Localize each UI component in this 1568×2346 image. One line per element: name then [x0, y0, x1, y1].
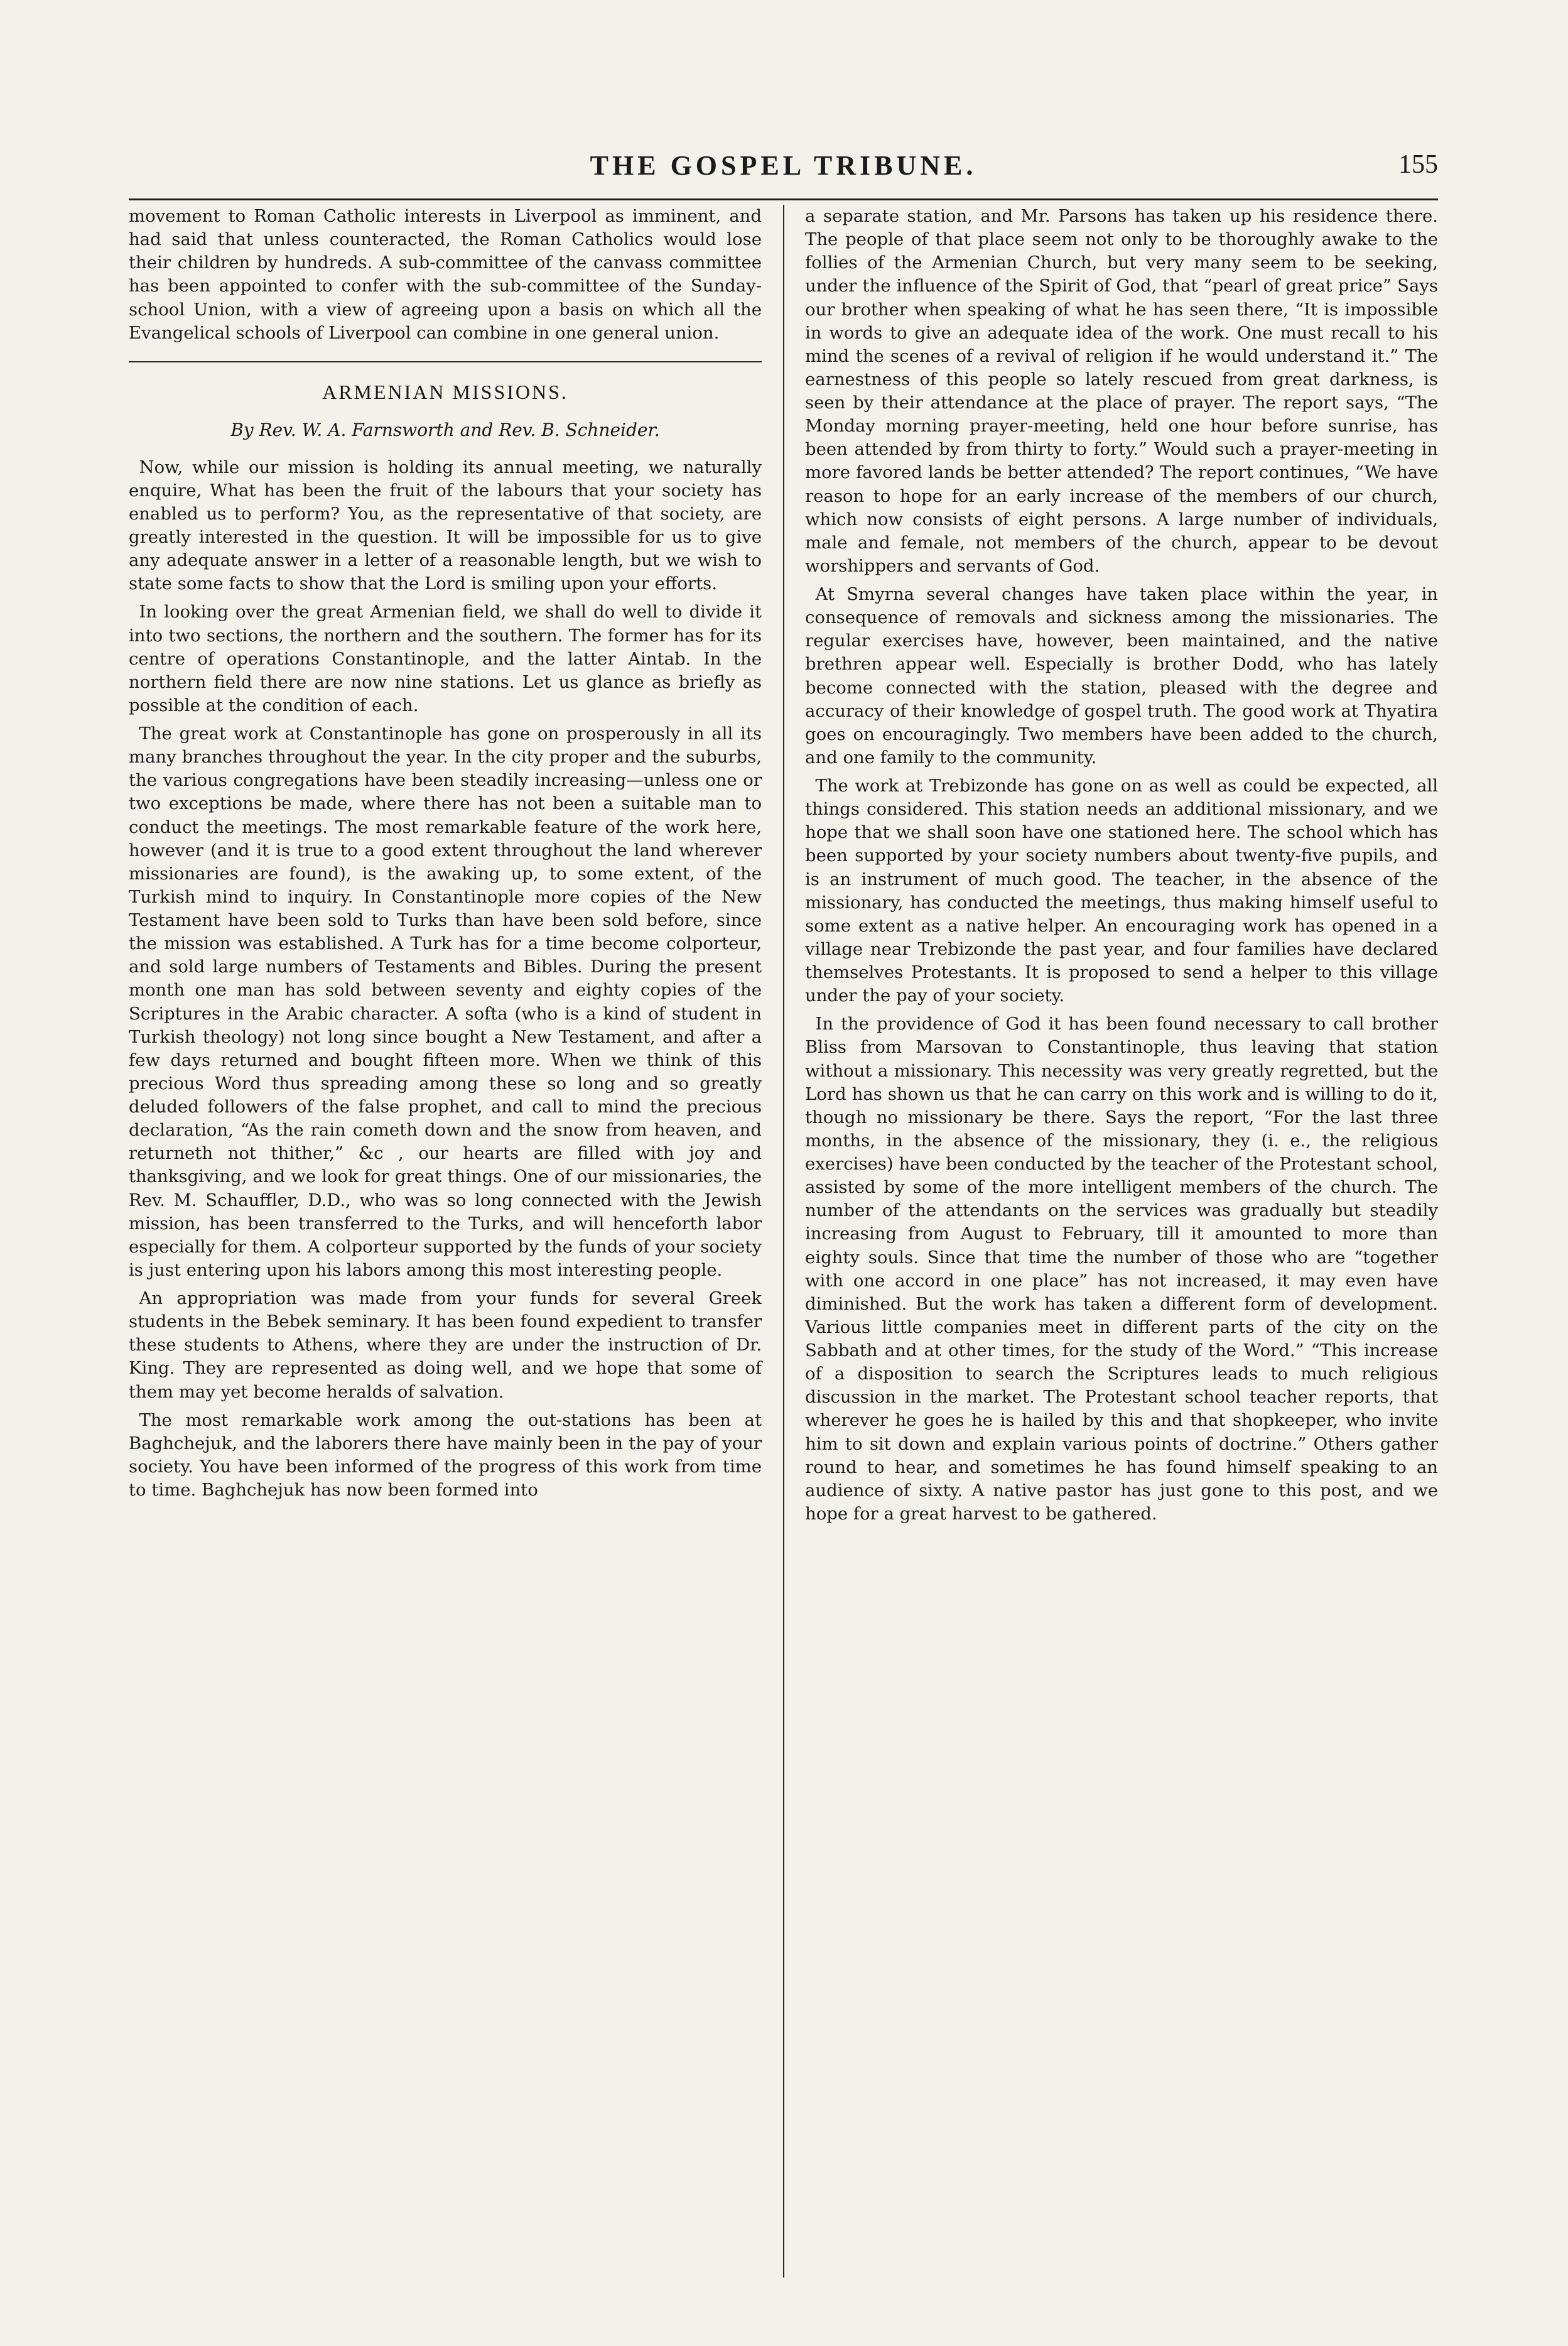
article-paragraph: In the providence of God it has been found necessary to call brother Bliss from Marsovan to Constantinople, thus leaving that station without a missionary. This necessity was very greatly regretted, but the Lord has shown us that he can carry on this work and is willing to do it, though no missionary be there. Says the report, “For the last three months, in the absence of the missionary, they (i. e., the religious exercises) have been conducted by the teacher of the Protestant school, assisted by some of the more intelligent members of the church. The number of the attendants on the services was gradually but steadily increasing from August to February, till it amounted to more than eighty souls. Since that time the number of those who are “together with one accord in one place” has not increased, it may even have diminished. But the work has taken a different form of development. Various little companies meet in different parts of the city on the Sabbath and at other times, for the study of the Word.” “This increase of a disposition to search the Scriptures leads to much religious discussion in the market. The Protestant school teacher reports, that wherever he goes he is hailed by this and that shopkeeper, who invite him to sit down and explain various points of doctrine.” Others gather round to hear, and sometimes he has found himself speaking to an audience of sixty. A native pastor has just gone to this post, and we hope for a great harvest to be gathered.: [805, 1014, 1438, 1524]
article-paragraph: An appropriation was made from your funds for several Greek students in the Bebek seminary. It has been found expedient to transfer these students to Athens, where they are under the instruction of Dr. King. They are represented as doing well, and we hope that some of them may yet become heralds of salvation.: [129, 1288, 762, 1402]
article-paragraph: The work at Trebizonde has gone on as well as could be expected, all things considered. This station needs an additional missionary, and we hope that we shall soon have one stationed here. The school which has been supported by your society numbers about twenty-five pupils, and is an instrument of much good. The teacher, in the absence of the missionary, has conducted the meetings, thus making himself useful to some extent as a native helper. An encouraging work has opened in a village near Trebizonde the past year, and four families have declared themselves Protestants. It is proposed to send a helper to this village under the pay of your society.: [805, 776, 1438, 1006]
section-divider: [129, 361, 762, 362]
article-byline: By Rev. W. A. Farnsworth and Rev. B. Schneider.: [230, 419, 660, 440]
column-divider: [783, 205, 784, 2278]
two-column-body: [129, 205, 1438, 2278]
publication-title: THE GOSPEL TRIBUNE.: [590, 150, 977, 181]
right-column: [805, 205, 1438, 1531]
page-header: [129, 149, 1438, 198]
article-paragraph: The most remarkable work among the out-stations has been at Baghchejuk, and the laborers there have mainly been in the pay of your society. You have been informed of the progress of this work from time to time. Baghchejuk has now been formed into: [129, 1409, 762, 1501]
article-paragraph: a separate station, and Mr. Parsons has taken up his residence there. The people of that place seem not only to be thoroughly awake to the follies of the Armenian Church, but very many seem to be seeking, under the influence of the Spirit of God, that “pearl of great price” Says our brother when speaking of what he has seen there, “It is impossible in words to give an adequate idea of the work. One must recall to his mind the scenes of a revival of religion if he would understand it.” The earnestness of this people so lately rescued from great darkness, is seen by their attendance at the place of prayer. The report says, “The Monday morning prayer-meeting, held one hour before sunrise, has been attended by from thirty to forty.” Would such a prayer-meeting in more favored lands be better attended? The report continues, “We have reason to hope for an early increase of the members of our church, which now consists of eight persons. A large number of individuals, male and female, not members of the church, appear to be devout worshippers and servants of God.: [805, 206, 1438, 576]
header-rule: [129, 198, 1438, 200]
article-paragraph: In looking over the great Armenian field, we shall do well to divide it into two sections, the northern and the southern. The former has for its centre of operations Constantinople, and the latter Aintab. In the northern field there are now nine stations. Let us glance as briefly as possible at the condition of each.: [129, 602, 762, 715]
article-paragraph: The great work at Constantinople has gone on prosperously in all its many branches throughout the year. In the city proper and the suburbs, the various congregations have been steadily increasing—unless one or two exceptions be made, where there has not been a suitable man to conduct the meetings. The most remarkable feature of the work here, however (and it is true to a good extent throughout the land wherever missionaries are found), is the awaking up, to some extent, of the Turkish mind to inquiry. In Constantinople more copies of the New Testament have been sold to Turks than have been sold before, since the mission was established. A Turk has for a time become colporteur, and sold large numbers of Testaments and Bibles. During the present month one man has sold between seventy and eighty copies of the Scriptures in the Arabic character. A softa (who is a kind of student in Turkish theology) not long since bought a New Testament, and after a few days returned and bought fifteen more. When we think of this precious Word thus spreading among these so long and so greatly deluded followers of the false prophet, and call to mind the precious declaration, “As the rain cometh down and the snow from heaven, and returneth not thither,” &c , our hearts are filled with joy and thanksgiving, and we look for great things. One of our missionaries, the Rev. M. Schauffler, D.D., who was so long connected with the Jewish mission, has been transferred to the Turks, and will henceforth labor especially for them. A colporteur supported by the funds of your society is just entering upon his labors among this most interesting people.: [129, 724, 762, 1280]
article-paragraph: At Smyrna several changes have taken place within the year, in consequence of removals and sickness among the missionaries. The regular exercises have, however, been maintained, and the native brethren appear well. Especially is brother Dodd, who has lately become connected with the station, pleased with the degree and accuracy of their knowledge of gospel truth. The good work at Thyatira goes on encouragingly. Two members have been added to the church, and one family to the community.: [805, 584, 1438, 768]
article-paragraph: Now, while our mission is holding its annual meeting, we naturally enquire, What has been the fruit of the labours that your society has enabled us to perform? You, as the representative of that society, are greatly interested in the question. It will be impossible for us to give any adequate answer in a letter of a reasonable length, but we wish to state some facts to show that the Lord is smiling upon your efforts.: [129, 457, 762, 594]
section-title: ARMENIAN MISSIONS.: [322, 380, 568, 403]
page-number: 155: [1398, 150, 1438, 179]
left-column: [129, 205, 762, 1507]
continued-paragraph: movement to Roman Catholic interests in Liverpool as imminent, and had said that unless counteracted, the Roman Catholics would lose their children by hundreds. A sub-committee of the canvass committee has been appointed to confer with the sub-committee of the Sunday-school Union, with a view of agreeing upon a basis on which all the Evangelical schools of Liverpool can combine in one general union.: [129, 206, 762, 343]
